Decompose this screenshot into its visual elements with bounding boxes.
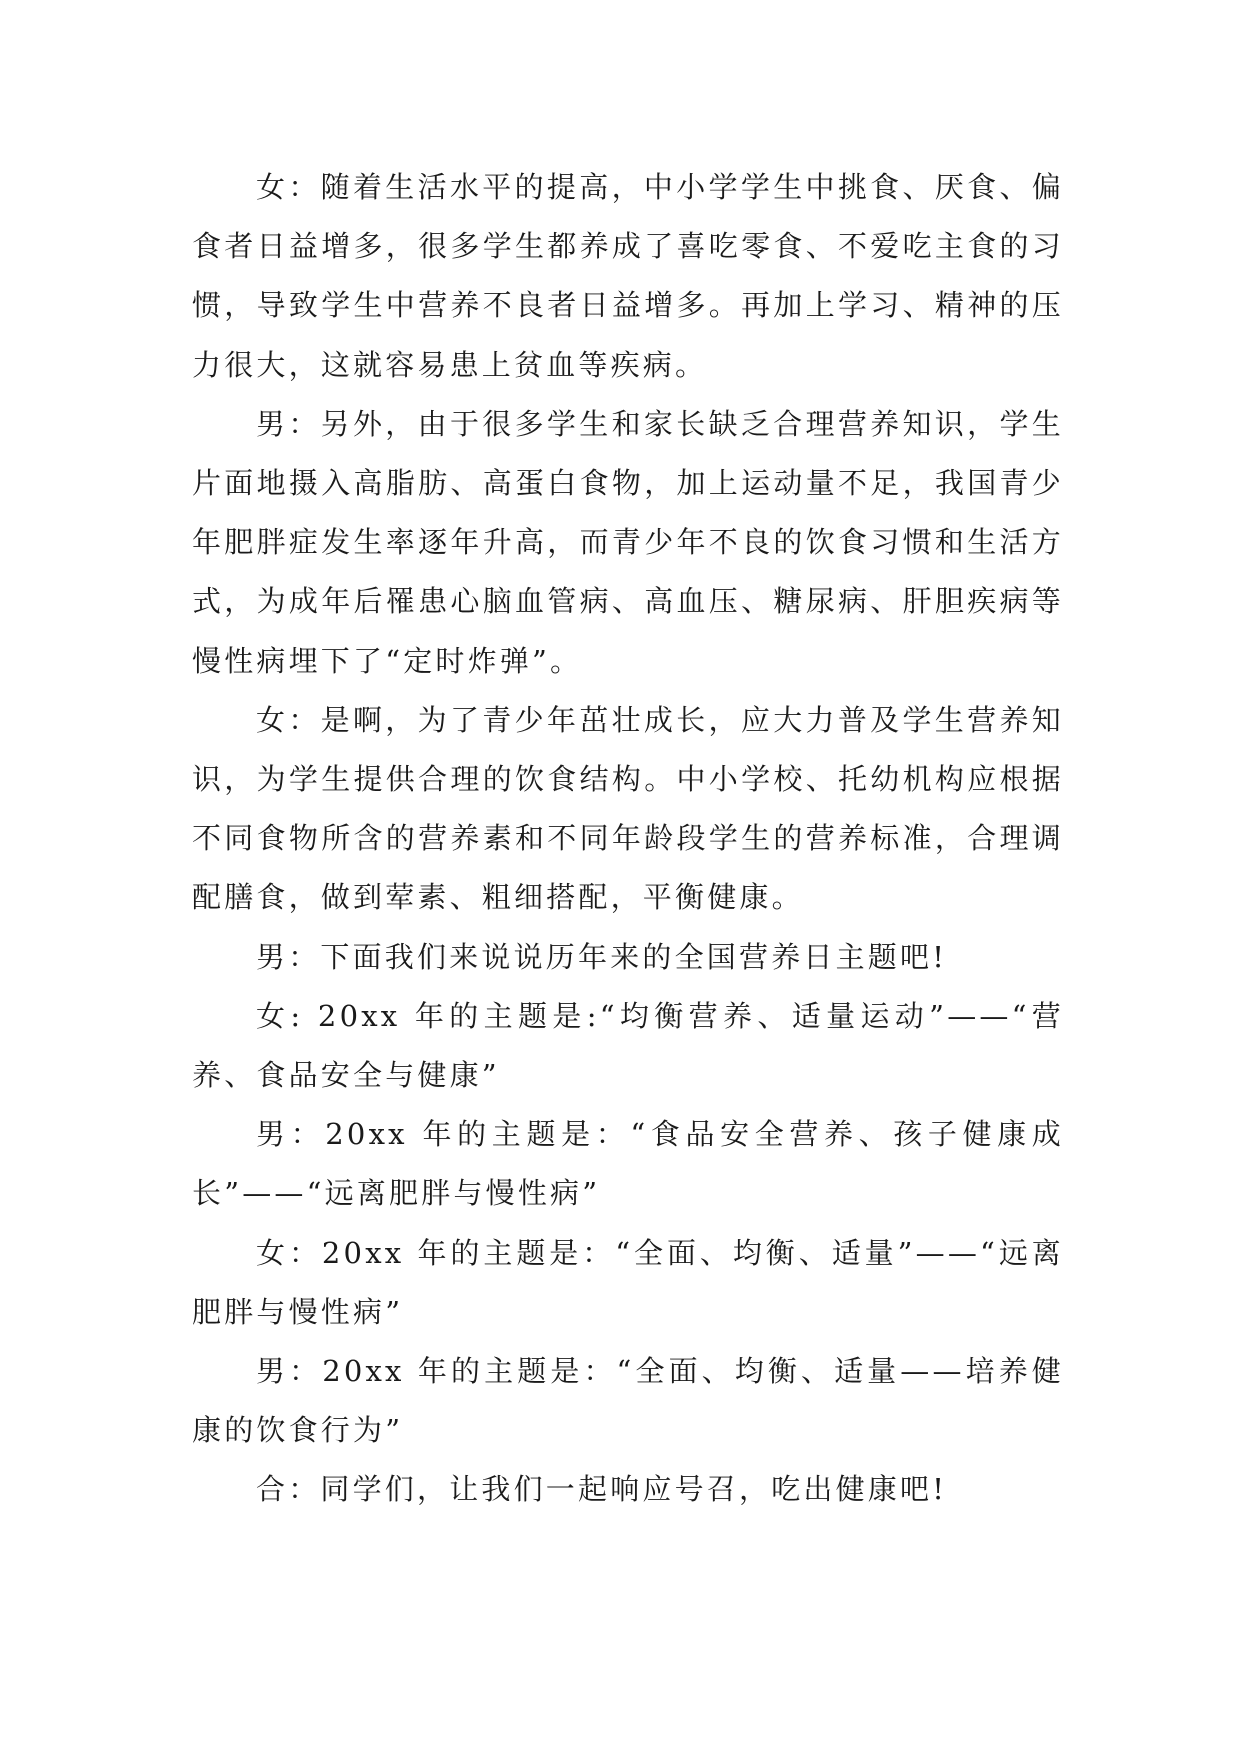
paragraph-male-obesity-risk: 男：另外，由于很多学生和家长缺乏合理营养知识，学生片面地摄入高脂肪、高蛋白食物，加上运动量不足，我国青少年肥胖症发生率逐年升高，而青少年不良的饮食习惯和生活方式，为成年后罹患心脑血管病、高血压、糖尿病、肝胆疾病等慢性病埋下了“定时炸弹”。 — [192, 406, 1064, 678]
paragraph-male-theme-4: 男：20xx 年的主题是：“全面、均衡、适量——培养健康的饮食行为” — [192, 1354, 1064, 1448]
paragraph-female-promote-nutrition: 女：是啊，为了青少年茁壮成长，应大力普及学生营养知识，为学生提供合理的饮食结构。中小学校、托幼机构应根据不同食物所含的营养素和不同年龄段学生的营养标准，合理调配膳食，做到荤素、粗细搭配，平衡健康。 — [192, 702, 1064, 915]
paragraph-female-nutrition-problems: 女：随着生活水平的提高，中小学学生中挑食、厌食、偏食者日益增多，很多学生都养成了喜吃零食、不爱吃主食的习惯，导致学生中营养不良者日益增多。再加上学习、精神的压力很大，这就容易患上贫血等疾病。 — [192, 170, 1064, 382]
paragraph-female-theme-3: 女：20xx 年的主题是：“全面、均衡、适量”——“远离肥胖与慢性病” — [192, 1235, 1064, 1329]
paragraph-female-theme-1: 女: 20xx 年的主题是:“均衡营养、适量运动”——“营养、食品安全与健康” — [192, 998, 1064, 1093]
paragraph-together-closing: 合：同学们，让我们一起响应号召，吃出健康吧! — [256, 1472, 948, 1507]
document-body — [192, 158, 1064, 1520]
paragraph-male-theme-2: 男：20xx 年的主题是：“食品安全营养、孩子健康成长”——“远离肥胖与慢性病” — [192, 1117, 1064, 1211]
paragraph-male-themes-intro: 男：下面我们来说说历年来的全国营养日主题吧! — [256, 939, 948, 974]
